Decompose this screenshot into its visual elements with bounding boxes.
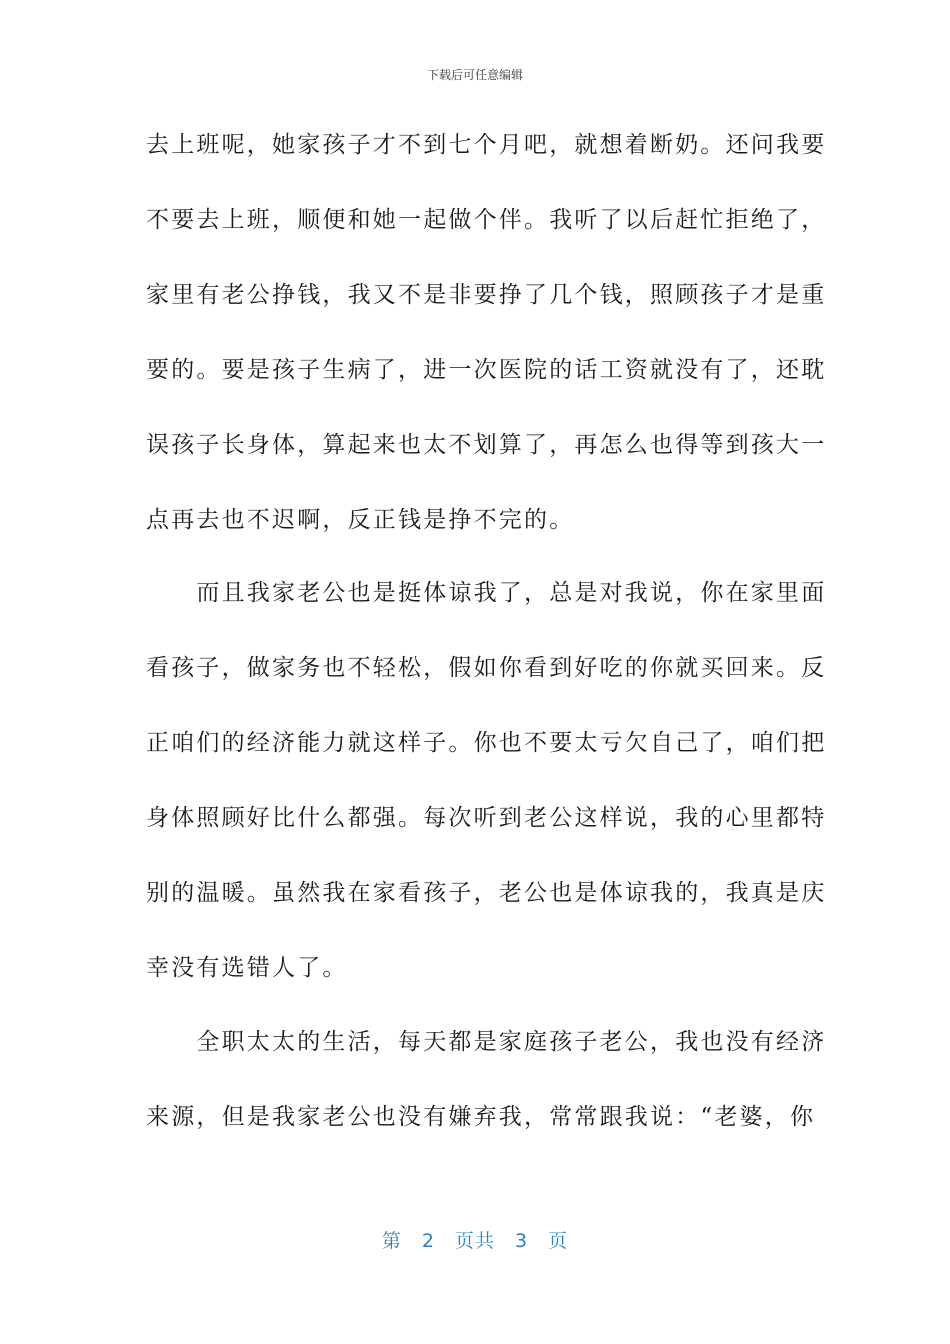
body-text-line: 看孩子，做家务也不轻松，假如你看到好吃的你就买回来。反 [146,655,827,681]
page-footer [0,1226,950,1253]
footer-suffix: 页 [548,1230,569,1252]
footer-page-number: 2 [421,1230,435,1252]
body-text-line: 正咱们的经济能力就这样子。你也不要太亏欠自己了，咱们把 [146,730,827,756]
body-text-line: 身体照顾好比什么都强。每次听到老公这样说，我的心里都特 [146,805,827,831]
footer-middle: 页共 [454,1230,495,1252]
body-text-line: 家里有老公挣钱，我又不是非要挣了几个钱，照顾孩子才是重 [146,282,827,308]
body-text-line: 而且我家老公也是挺体谅我了，总是对我说，你在家里面 [146,580,827,606]
body-text-line: 别的温暖。虽然我在家看孩子，老公也是体谅我的，我真是庆 [146,880,827,906]
body-text-line: 不要去上班，顺便和她一起做个伴。我听了以后赶忙拒绝了， [146,207,827,233]
header-note: 下载后可任意编辑 [426,68,523,82]
body-text-line: 幸没有选错人了。 [146,955,348,981]
body-text-line: 要的。要是孩子生病了，进一次医院的话工资就没有了，还耽 [146,357,827,383]
body-text-line: 去上班呢，她家孩子才不到七个月吧，就想着断奶。还问我要 [146,132,827,158]
body-text-line: 误孩子长身体，算起来也太不划算了，再怎么也得等到孩大一 [146,432,827,458]
footer-total-pages: 3 [515,1230,529,1252]
body-text-line: 全职太太的生活，每天都是家庭孩子老公，我也没有经济 [146,1029,827,1055]
footer-prefix: 第 [381,1230,402,1252]
body-text-line: 点再去也不迟啊，反正钱是挣不完的。 [146,507,575,533]
body-text-line: 来源，但是我家老公也没有嫌弃我，常常跟我说：“老婆，你 [146,1104,816,1130]
